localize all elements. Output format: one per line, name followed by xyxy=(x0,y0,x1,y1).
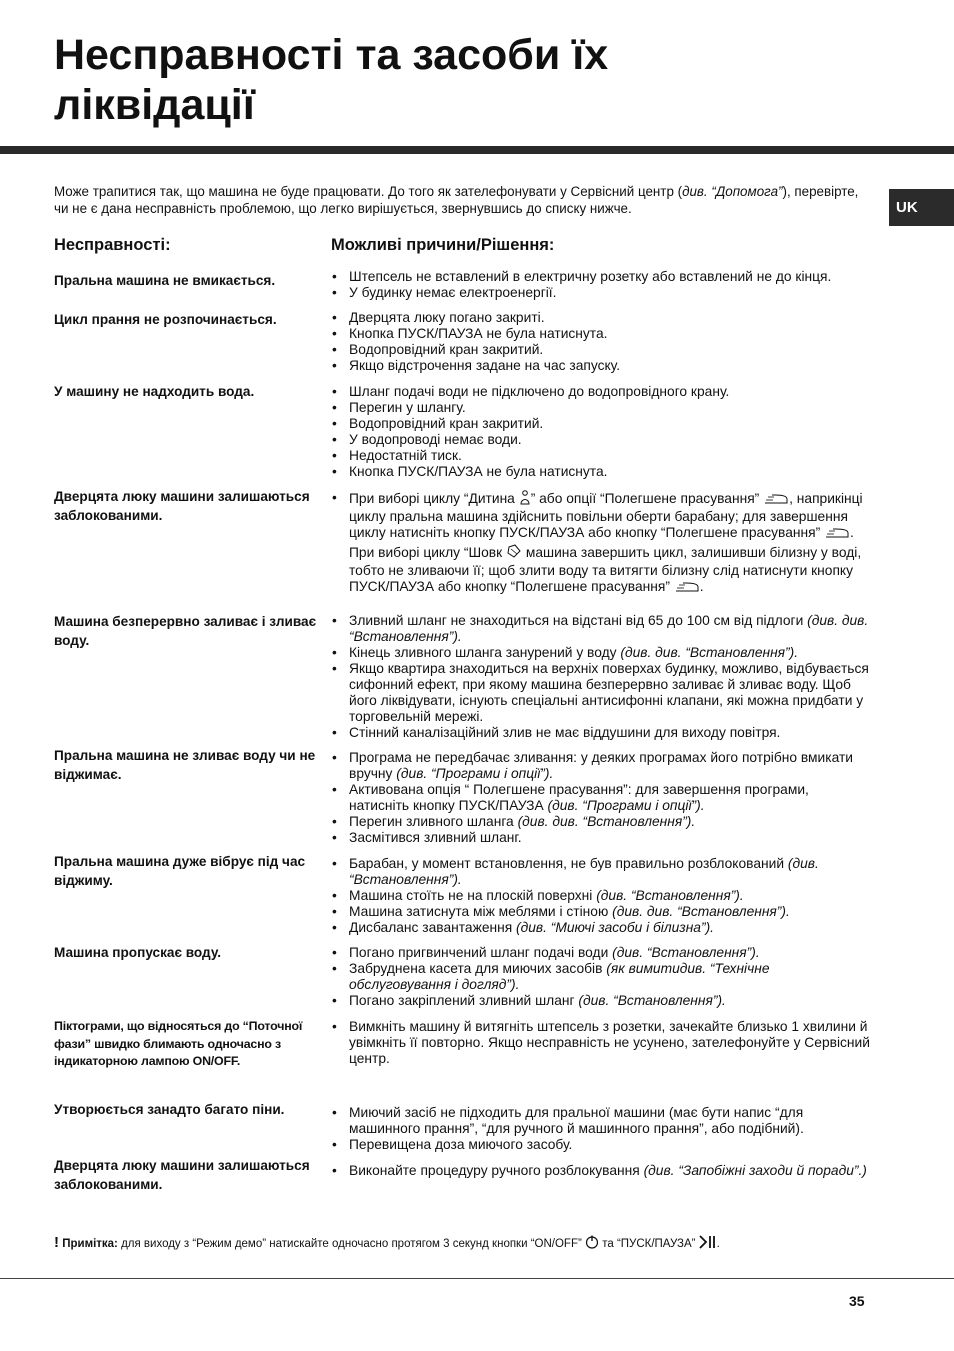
solutions-list xyxy=(331,310,871,374)
solution-text: У будинку немає електроенергії. xyxy=(349,285,557,300)
solution-item xyxy=(331,613,871,645)
solution-item xyxy=(331,448,871,464)
solution-item xyxy=(331,310,871,326)
solution-text: Водопровідний кран закритий. xyxy=(349,416,544,431)
solution-item xyxy=(331,961,871,993)
solution-text: Погано пригвинчений шланг подачі води xyxy=(349,945,613,960)
problem-label: У машину не надходить вода. xyxy=(54,384,255,399)
language-badge: UK xyxy=(889,189,954,226)
iron-icon xyxy=(674,581,700,597)
solution-text: Програма не передбачає зливання: у деяких програмах його потрібно вмикати вручну xyxy=(349,750,853,781)
solution-text: Недостатній тиск. xyxy=(349,448,462,463)
solution-text: Машина затиснута між меблями і стіною xyxy=(349,904,613,919)
note-exclamation: ! xyxy=(54,1234,59,1251)
solution-text: ” або опції “Полегшене прасування” xyxy=(530,491,764,506)
problem-label: Дверцята люку машини залишаються заблокованими. xyxy=(54,1158,310,1192)
solution-reference: (див. “Встановлення”). xyxy=(596,888,744,903)
solution-item xyxy=(331,904,871,920)
solution-text: Активована опція “ Полегшене прасування”: для завершення програми, натисніть кнопку ПУСК/ПАУЗА xyxy=(349,782,809,813)
solution-item xyxy=(331,645,871,661)
title-line-1: Несправності та засоби їх xyxy=(54,31,609,79)
solution-item xyxy=(331,920,871,936)
solution-item xyxy=(331,358,871,374)
solutions-list xyxy=(331,384,871,480)
problems-column-heading: Несправності: xyxy=(54,236,171,254)
solution-text: Перегин у шлангу. xyxy=(349,400,466,415)
footer-rule xyxy=(0,1278,954,1279)
note-text-2: та “ПУСК/ПАУЗА” xyxy=(599,1238,699,1250)
solution-reference: (див. див. “Встановлення”). xyxy=(620,645,799,660)
problem-label: Машина пропускає воду. xyxy=(54,945,221,960)
problem-label: Дверцята люку машини залишаються заблокованими. xyxy=(54,489,310,523)
problem-label: Пральна машина дуже вібрує під час віджиму. xyxy=(54,854,306,888)
solution-item xyxy=(331,432,871,448)
solution-item xyxy=(331,490,871,597)
note-text-1: для виходу з “Режим демо” натискайте одночасно протягом 3 секунд кнопки “ON/OFF” xyxy=(117,1238,586,1250)
solution-text: Перегин зливного шланга xyxy=(349,814,518,829)
solution-text: Засмітився зливний шланг. xyxy=(349,830,522,845)
solution-item xyxy=(331,1137,871,1153)
solution-item xyxy=(331,342,871,358)
solution-item xyxy=(331,1019,871,1067)
solution-item xyxy=(331,400,871,416)
solution-reference: (див. “Програми і опції”). xyxy=(547,798,705,813)
solution-text: Барабан, у момент встановлення, не був правильно розблокований xyxy=(349,856,788,871)
solution-reference: (див. “Миючі засоби і білизна”). xyxy=(516,920,714,935)
solution-text: Водопровідний кран закритий. xyxy=(349,342,544,357)
page-number: 35 xyxy=(849,1293,865,1309)
baby-icon xyxy=(519,490,531,509)
title-rule xyxy=(0,146,954,154)
solutions-list xyxy=(331,750,871,846)
solution-reference: (як вимитидив. “Технічне обслуговування і догляд”). xyxy=(349,961,770,992)
solutions-list xyxy=(331,490,871,597)
solution-reference: (див. “Програми і опції”). xyxy=(396,766,554,781)
solution-text: Погано закріплений зливний шланг xyxy=(349,993,579,1008)
intro-text-2: ), перевірте, чи не є дана несправність проблемою, що легко вирішується, звернувшись до списку нижче. xyxy=(54,184,859,216)
solution-text: Дверцята люку погано закриті. xyxy=(349,310,545,325)
solution-item xyxy=(331,1163,871,1179)
solution-item xyxy=(331,888,871,904)
problem-label: Утворюється занадто багато піни. xyxy=(54,1102,285,1117)
note-label: Примітка: xyxy=(62,1238,118,1250)
solution-text: Кінець зливного шланга занурений у воду xyxy=(349,645,621,660)
problem-label: Пральна машина не зливає воду чи не віджимає. xyxy=(54,748,316,782)
note-end: . xyxy=(716,1238,720,1250)
solution-text: Машина стоїть не на плоскій поверхні xyxy=(349,888,597,903)
solution-item xyxy=(331,750,871,782)
solution-text: . При виборі циклу “Шовк xyxy=(349,525,854,560)
problem-label: Пральна машина не вмикається. xyxy=(54,273,276,288)
solution-item xyxy=(331,830,871,846)
solution-text: Якщо квартира знаходиться на верхніх поверхах будинку, можливо, відбувається сифонний ефект, при якому машина безперервно заливає й зливає воду. Щоб його ліквідувати, існують спеціальні антисифонні клапани, які можна придбати у торговельній мережі. xyxy=(349,661,869,724)
solution-reference: (див. “Встановлення”). xyxy=(612,945,760,960)
problem-label: Піктограми, що відносяться до “Поточної фази” швидко блимають одночасно з індикаторною лампою ON/OFF. xyxy=(54,1019,303,1068)
solution-text: Кнопка ПУСК/ПАУЗА не була натиснута. xyxy=(349,326,608,341)
solution-text: Вимкніть машину й витягніть штепсель з розетки, зачекайте близько 1 хвилини й увімкніть її повторно. Якщо несправність не усунено, зателефонуйте у Сервісний центр. xyxy=(349,1019,870,1066)
solution-text: машина завершить цикл, залишивши білизну у воді, тобто не зливаючи її; щоб злити воду та витягти білизну слід натиснути кнопку ПУСК/ПАУЗА або кнопку “Полегшене прасування” xyxy=(349,545,862,594)
solutions-list xyxy=(331,613,871,741)
silk-icon xyxy=(506,543,522,563)
solution-item xyxy=(331,856,871,888)
solution-text: Забруднена касета для миючих засобів xyxy=(349,961,607,976)
solution-text: . xyxy=(699,579,704,594)
solution-item xyxy=(331,993,871,1009)
solution-text: Виконайте процедуру ручного розблокування xyxy=(349,1163,644,1178)
solution-text: Перевищена доза миючого засобу. xyxy=(349,1137,573,1152)
power-icon xyxy=(585,1235,599,1254)
solution-text: Зливний шланг не знаходиться на відстані від 65 до 100 см від підлоги xyxy=(349,613,808,628)
intro-paragraph xyxy=(54,183,869,217)
solution-item xyxy=(331,661,871,725)
solution-item xyxy=(331,326,871,342)
solutions-list xyxy=(331,1105,871,1153)
solutions-list xyxy=(331,856,871,936)
solution-text: Дисбаланс завантаження xyxy=(349,920,517,935)
solution-item xyxy=(331,1105,871,1137)
solution-text: , наприкінці циклу пральна машина здійснить повільни оберти барабану; для завершення циклу натисніть кнопку ПУСК/ПАУЗА або кнопку “Полегшене прасування” xyxy=(349,491,863,540)
solution-text: Шланг подачі води не підключено до водопровідного крану. xyxy=(349,384,730,399)
solution-text: Миючий засіб не підходить для пральної машини (має бути напис “для машинного прання”, “для ручного й машинного прання”, або подібний). xyxy=(349,1105,804,1136)
solution-reference: (див. “Встановлення”). xyxy=(349,856,819,887)
page-title xyxy=(54,30,814,130)
problem-label: Цикл прання не розпочинається. xyxy=(54,312,277,327)
intro-reference: див. “Допомога” xyxy=(682,184,783,199)
solution-reference: (див. “Запобіжні заходи й поради”.) xyxy=(643,1163,867,1178)
solutions-list xyxy=(331,945,871,1009)
solution-text: Штепсель не вставлений в електричну розетку або вставлений не до кінця. xyxy=(349,269,832,284)
solution-item xyxy=(331,725,871,741)
demo-mode-note xyxy=(54,1235,884,1254)
solutions-column-heading: Можливі причини/Рішення: xyxy=(331,236,555,254)
solution-reference: (див. див. “Встановлення”). xyxy=(517,814,696,829)
solution-item xyxy=(331,782,871,814)
solution-text: Стінний каналізаційний злив не має віддушини для виходу повітря. xyxy=(349,725,781,740)
solution-item xyxy=(331,269,871,285)
solution-item xyxy=(331,285,871,301)
solution-reference: (див. див. “Встановлення”). xyxy=(349,613,869,644)
solutions-list xyxy=(331,1163,871,1179)
solution-reference: (див. “Встановлення”). xyxy=(578,993,726,1008)
solution-item xyxy=(331,814,871,830)
title-line-2: ліквідації xyxy=(54,81,255,129)
solution-item xyxy=(331,464,871,480)
solution-item xyxy=(331,945,871,961)
solution-reference: (див. див. “Встановлення”). xyxy=(612,904,790,919)
solution-text: У водопроводі немає води. xyxy=(349,432,522,447)
iron-icon xyxy=(763,493,789,509)
solutions-list xyxy=(331,1019,871,1067)
solutions-list xyxy=(331,269,871,301)
solution-text: При виборі циклу “Дитина xyxy=(349,491,519,506)
problem-label: Машина безперервно заливає і зливає воду. xyxy=(54,614,317,648)
play-pause-icon xyxy=(699,1235,717,1254)
intro-text-1: Може трапитися так, що машина не буде працювати. До того як зателефонувати у Сервісний центр ( xyxy=(54,184,683,199)
iron-icon xyxy=(824,527,850,543)
solution-text: Кнопка ПУСК/ПАУЗА не була натиснута. xyxy=(349,464,608,479)
solution-item xyxy=(331,384,871,400)
solution-item xyxy=(331,416,871,432)
solution-text: Якщо відстрочення задане на час запуску. xyxy=(349,358,621,373)
